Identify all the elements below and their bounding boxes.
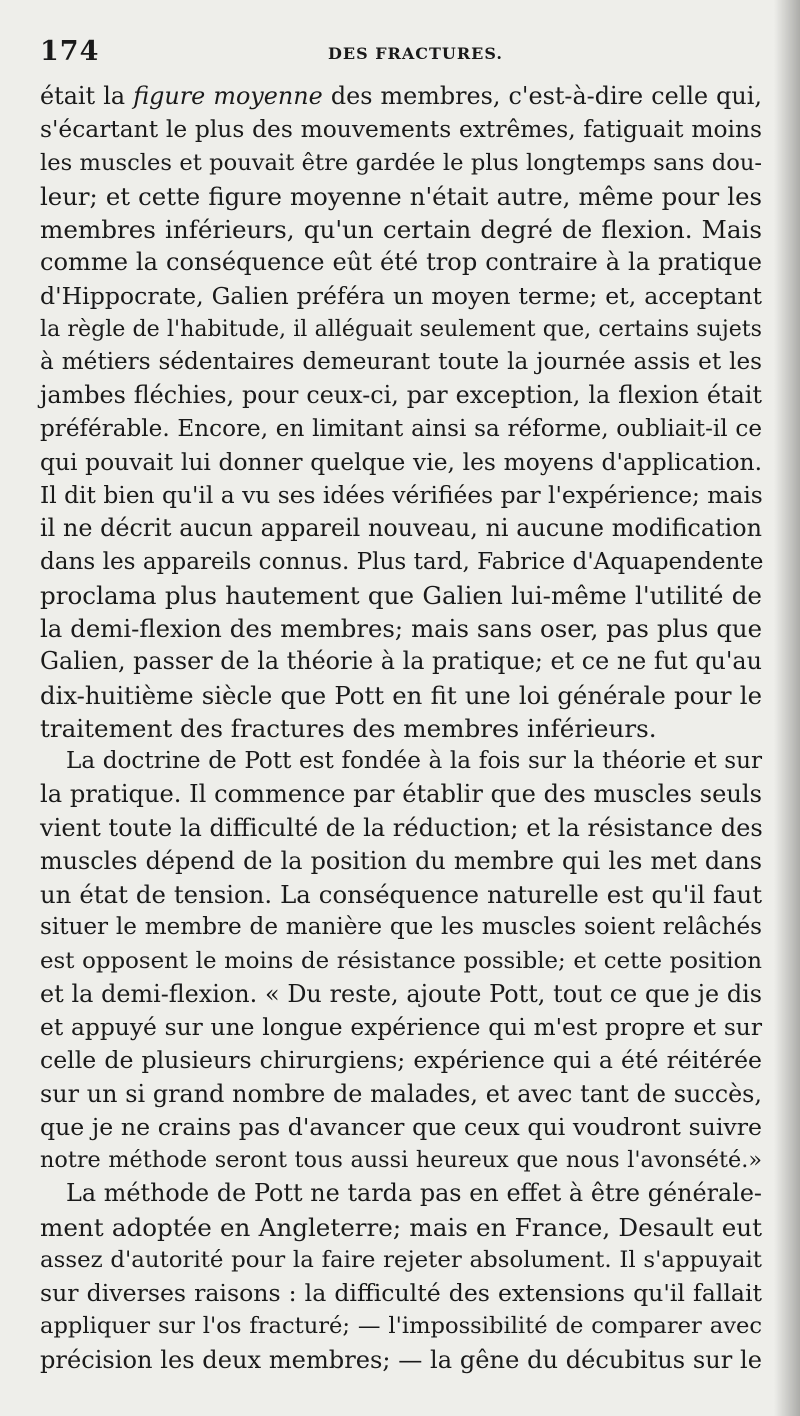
text-line: s'écartant le plus des mouvements extrêmes, fatiguait moins <box>40 115 762 144</box>
running-title: DES FRACTURES. <box>328 44 503 63</box>
paragraph-3 <box>40 1177 762 1377</box>
text-line: situer le membre de manière que les muscles soient relâchés <box>40 914 762 941</box>
text-line: d'Hippocrate, Galien préféra un moyen terme; et, acceptant <box>40 281 762 310</box>
text-line: traitement des fractures des membres inférieurs. <box>40 713 657 743</box>
text-line-1: était la figure moyenne des membres, c'est-à-dire celle qui, <box>40 82 762 110</box>
text-line: notre méthode seront tous aussi heureux que nous l'avonsété.» <box>40 1147 762 1173</box>
text-line: La doctrine de Pott est fondée à la fois sur la théorie et sur <box>66 748 762 774</box>
text-line: proclama plus hautement que Galien lui-même l'utilité de <box>40 580 762 610</box>
text-line: les muscles et pouvait être gardée le plus longtemps sans dou- <box>40 149 762 176</box>
text-line: jambes fléchies, pour ceux-ci, par exception, la flexion était <box>40 381 762 410</box>
text-line: et la demi-flexion. « Du reste, ajoute Pott, tout ce que je dis <box>40 979 762 1008</box>
text-line: sur diverses raisons : la difficulté des extensions qu'il fallait <box>40 1279 762 1307</box>
text-line: un état de tension. La conséquence naturelle est qu'il faut <box>40 880 762 909</box>
text-line: précision les deux membres; — la gêne du décubitus sur le <box>40 1345 762 1374</box>
text-line: La méthode de Pott ne tarda pas en effet à être générale- <box>66 1179 762 1208</box>
text-line: ment adoptée en Angleterre; mais en France, Desault eut <box>40 1212 762 1242</box>
text-line: qui pouvait lui donner quelque vie, les moyens d'application. <box>40 447 762 476</box>
text-line: dix-huitième siècle que Pott en fit une loi générale pour le <box>40 680 762 710</box>
text-line: et appuyé sur une longue expérience qui m'est propre et sur <box>40 1013 762 1041</box>
text-line: appliquer sur l'os fracturé; — l'impossibilité de comparer avec <box>40 1313 762 1340</box>
text-line: Il dit bien qu'il a vu ses idées vérifiées par l'expérience; mais <box>40 481 763 509</box>
text-line: à métiers sédentaires demeurant toute la journée assis et les <box>40 349 762 375</box>
body-text <box>40 80 762 1377</box>
text-line: assez d'autorité pour la faire rejeter absolument. Il s'appuyait <box>40 1246 762 1273</box>
text-line: membres inférieurs, qu'un certain degré de flexion. Mais <box>40 215 762 244</box>
text-line: leur; et cette figure moyenne n'était autre, même pour les <box>40 181 762 211</box>
text-line: il ne décrit aucun appareil nouveau, ni aucune modification <box>40 514 762 543</box>
text-line: Galien, passer de la théorie à la pratique; et ce ne fut qu'au <box>40 647 762 676</box>
paragraph-1 <box>40 80 762 745</box>
text-line: comme la conséquence eût été trop contraire à la pratique <box>40 248 762 277</box>
text-line: vient toute la difficulté de la réduction; et la résistance des <box>40 813 763 842</box>
text-line: muscles dépend de la position du membre qui les met dans <box>40 846 762 875</box>
text-line: celle de plusieurs chirurgiens; expérience qui a été réitérée <box>40 1046 762 1075</box>
text-line: est opposent le moins de résistance possible; et cette position <box>40 947 762 974</box>
text-line: que je ne crains pas d'avancer que ceux qui voudront suivre <box>40 1112 762 1141</box>
text-line: la demi-flexion des membres; mais sans oser, pas plus que <box>40 614 762 643</box>
italic-term: figure moyenne <box>133 82 323 110</box>
page-edge-shadow <box>774 0 800 1416</box>
paragraph-2 <box>40 745 762 1177</box>
text-line: dans les appareils connus. Plus tard, Fabrice d'Aquapendente <box>40 548 764 575</box>
page-number: 174 <box>40 36 100 67</box>
text-line: la règle de l'habitude, il alléguait seulement que, certains sujets <box>40 315 762 342</box>
text-line: sur un si grand nombre de malades, et avec tant de succès, <box>40 1079 762 1108</box>
text-line: la pratique. Il commence par établir que des muscles seuls <box>40 780 762 809</box>
text-line: préférable. Encore, en limitant ainsi sa réforme, oubliait-il ce <box>40 415 762 442</box>
